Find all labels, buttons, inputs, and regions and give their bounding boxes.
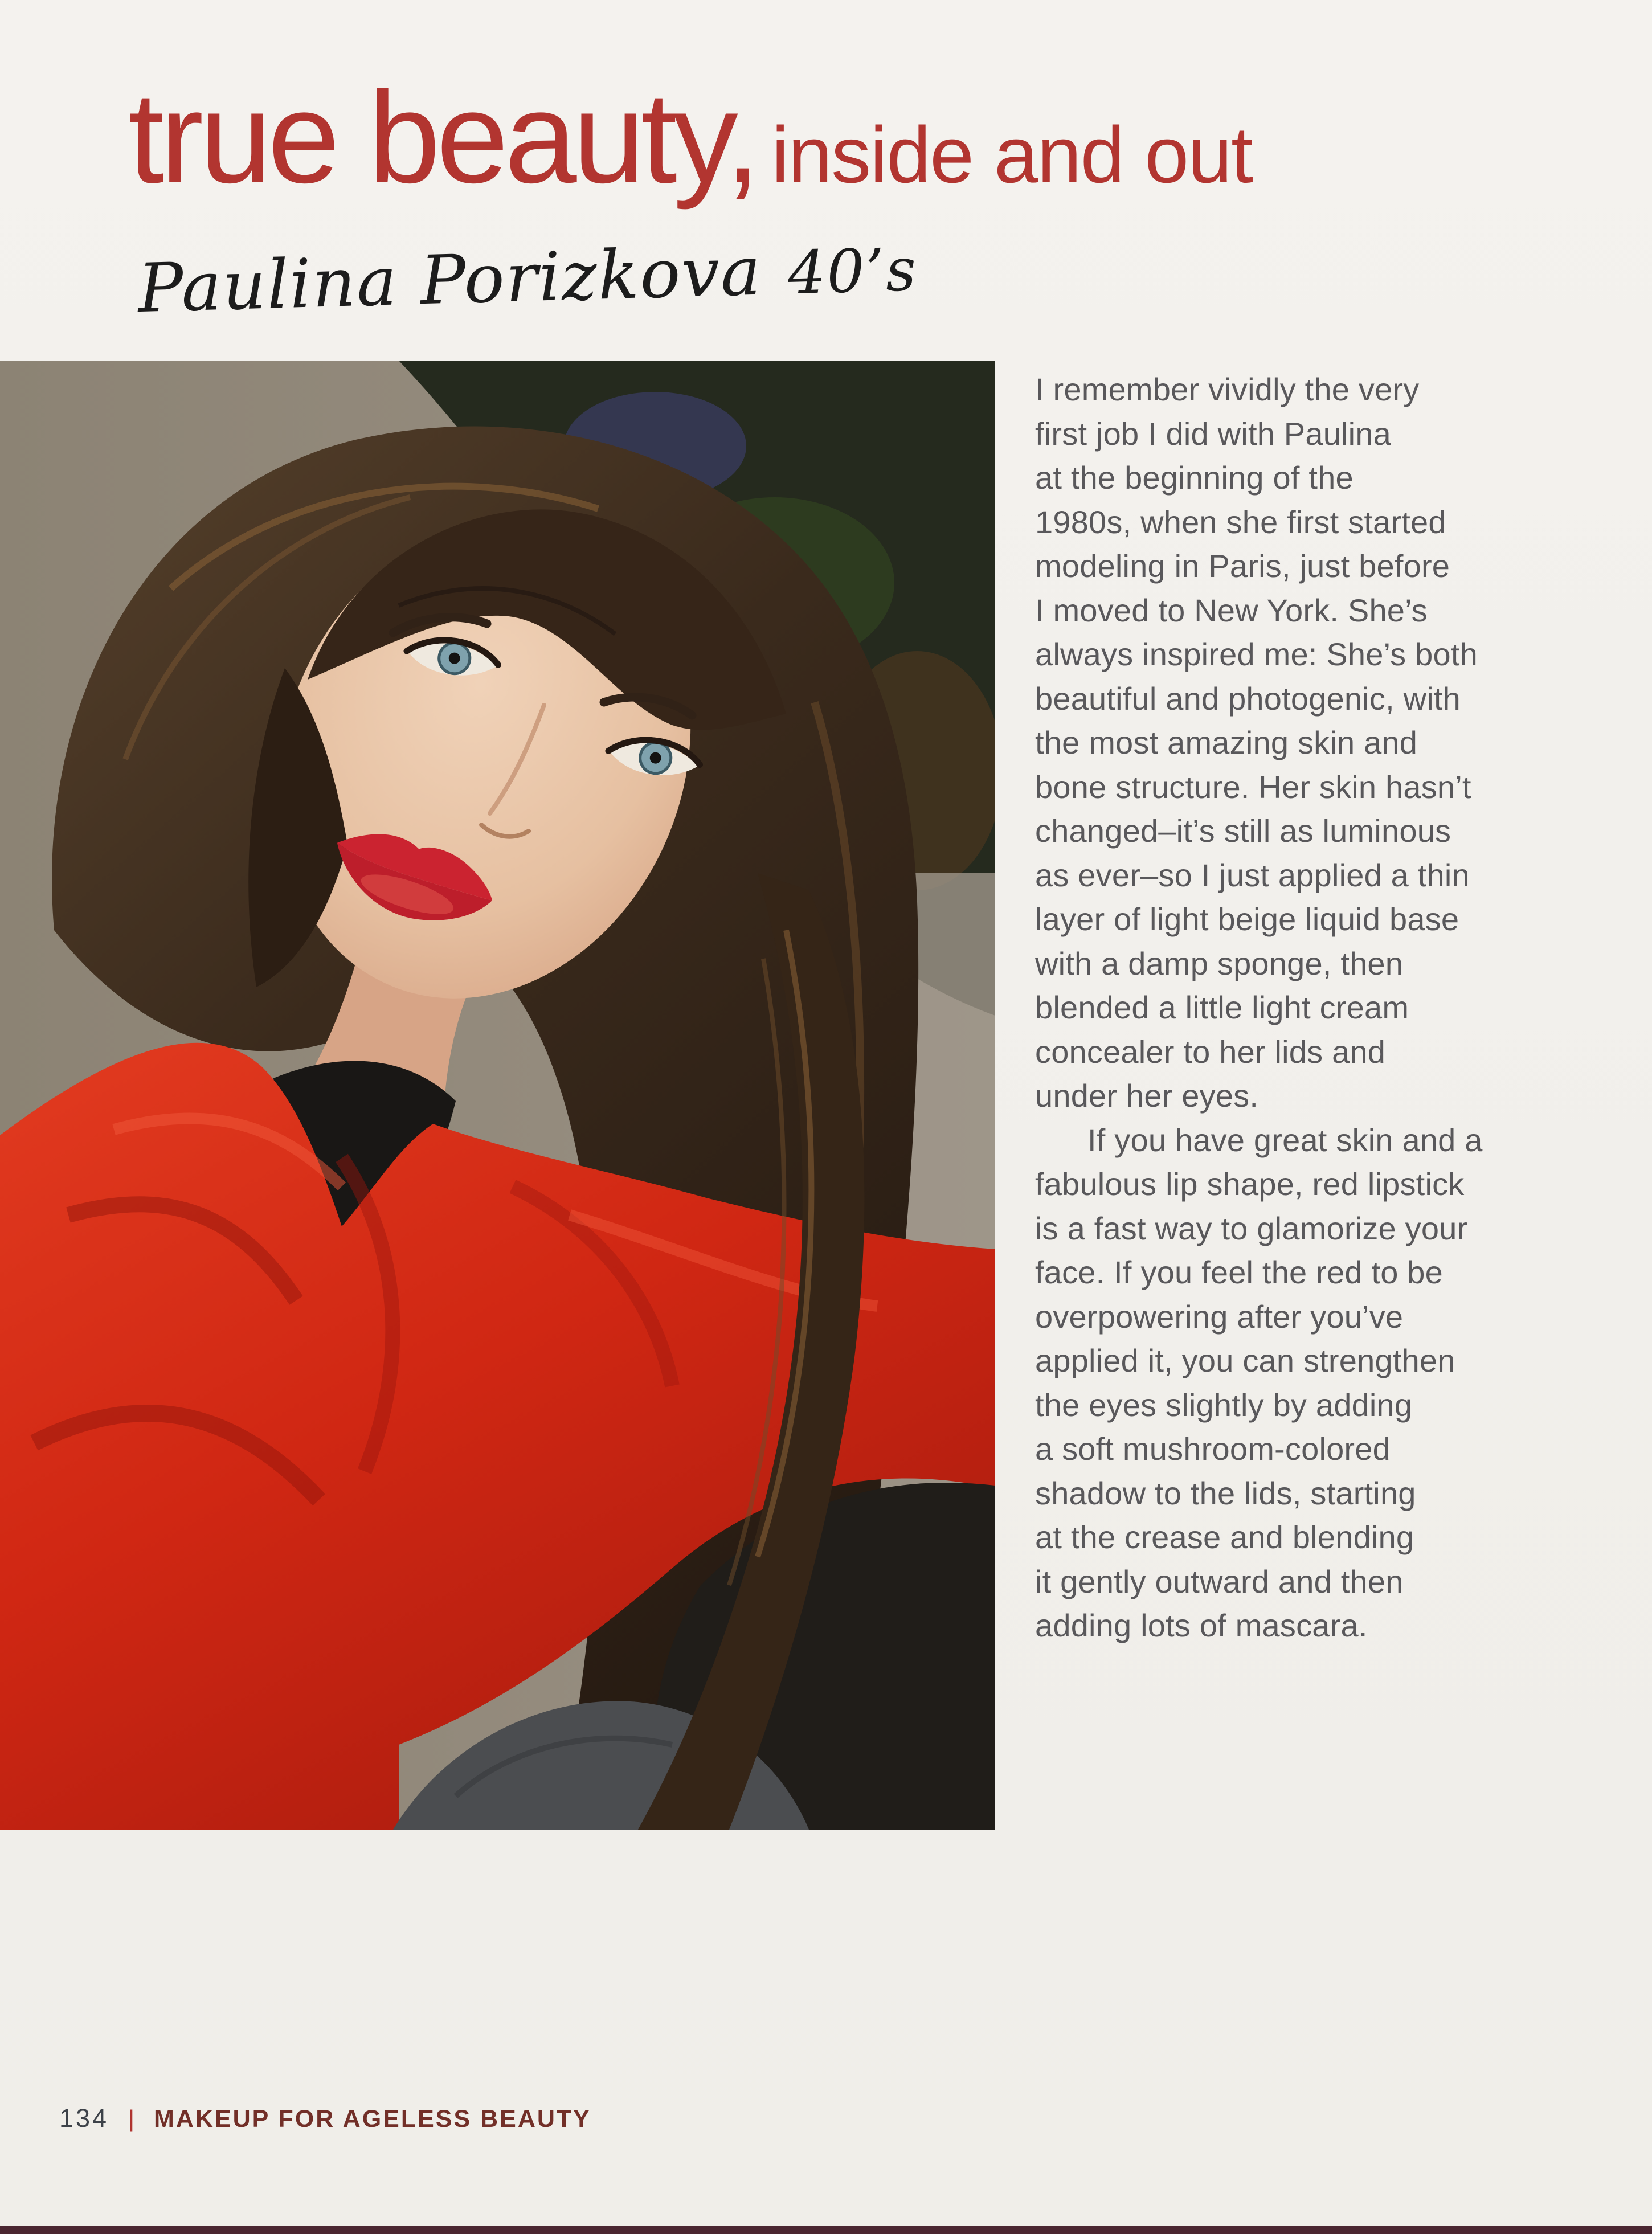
- body-text-line: with a damp sponge, then: [1035, 945, 1404, 981]
- body-text-line: is a fast way to glamorize your: [1035, 1210, 1468, 1246]
- body-text-line: as ever–so I just applied a thin: [1035, 857, 1470, 893]
- page-footer: [59, 2104, 591, 2133]
- body-text-line: overpowering after you’ve: [1035, 1298, 1404, 1335]
- body-text-line: adding lots of mascara.: [1035, 1607, 1368, 1643]
- body-text-line: applied it, you can strengthen: [1035, 1343, 1455, 1378]
- body-text-line: blended a little light cream: [1035, 989, 1409, 1025]
- body-text-line: the eyes slightly by adding: [1035, 1386, 1413, 1423]
- page-number: 134: [59, 2104, 109, 2133]
- body-text-line: the most amazing skin and: [1035, 725, 1418, 760]
- footer-divider: |: [128, 2105, 135, 2132]
- title-main: true beauty,: [128, 66, 757, 210]
- body-text-line: 1980s, when she first started: [1035, 504, 1446, 540]
- body-text-line: at the crease and blending: [1035, 1519, 1414, 1555]
- body-text-line: face. If you feel the red to be: [1035, 1254, 1443, 1290]
- body-text-line: layer of light beige liquid base: [1035, 901, 1459, 937]
- book-title: MAKEUP FOR AGELESS BEAUTY: [154, 2105, 591, 2133]
- body-text-line: at the beginning of the: [1035, 460, 1354, 496]
- byline-age: 40’s: [787, 234, 918, 308]
- body-text-line: fabulous lip shape, red lipstick: [1035, 1166, 1465, 1202]
- body-text-line: beautiful and photogenic, with: [1035, 680, 1461, 717]
- portrait-illustration: [0, 361, 995, 1830]
- body-text-line: I remember vividly the very: [1035, 371, 1420, 407]
- body-text-line: under her eyes.: [1035, 1078, 1259, 1114]
- byline-script: [137, 227, 918, 328]
- body-text-line: bone structure. Her skin hasn’t: [1035, 768, 1471, 805]
- body-text-line: a soft mushroom-colored: [1035, 1431, 1391, 1467]
- body-text-line: I moved to New York. She’s: [1035, 592, 1428, 628]
- body-text-line: it gently outward and then: [1035, 1563, 1404, 1599]
- body-text-line: first job I did with Paulina: [1035, 415, 1392, 452]
- bottom-edge-bar: [0, 2226, 1652, 2234]
- portrait-photo: [0, 361, 995, 1830]
- article-text: [1035, 367, 1502, 1648]
- body-text-line: If you have great skin and a: [1087, 1122, 1483, 1158]
- byline-name: Paulina Porizkova: [137, 231, 763, 328]
- body-text-line: modeling in Paris, just before: [1035, 548, 1450, 584]
- body-text-line: always inspired me: She’s both: [1035, 636, 1478, 672]
- body-text-line: concealer to her lids and: [1035, 1033, 1386, 1070]
- title-sub: inside and out: [771, 110, 1252, 199]
- page-title: [128, 66, 1252, 210]
- body-text-line: changed–it’s still as luminous: [1035, 813, 1451, 849]
- body-text-line: shadow to the lids, starting: [1035, 1475, 1416, 1511]
